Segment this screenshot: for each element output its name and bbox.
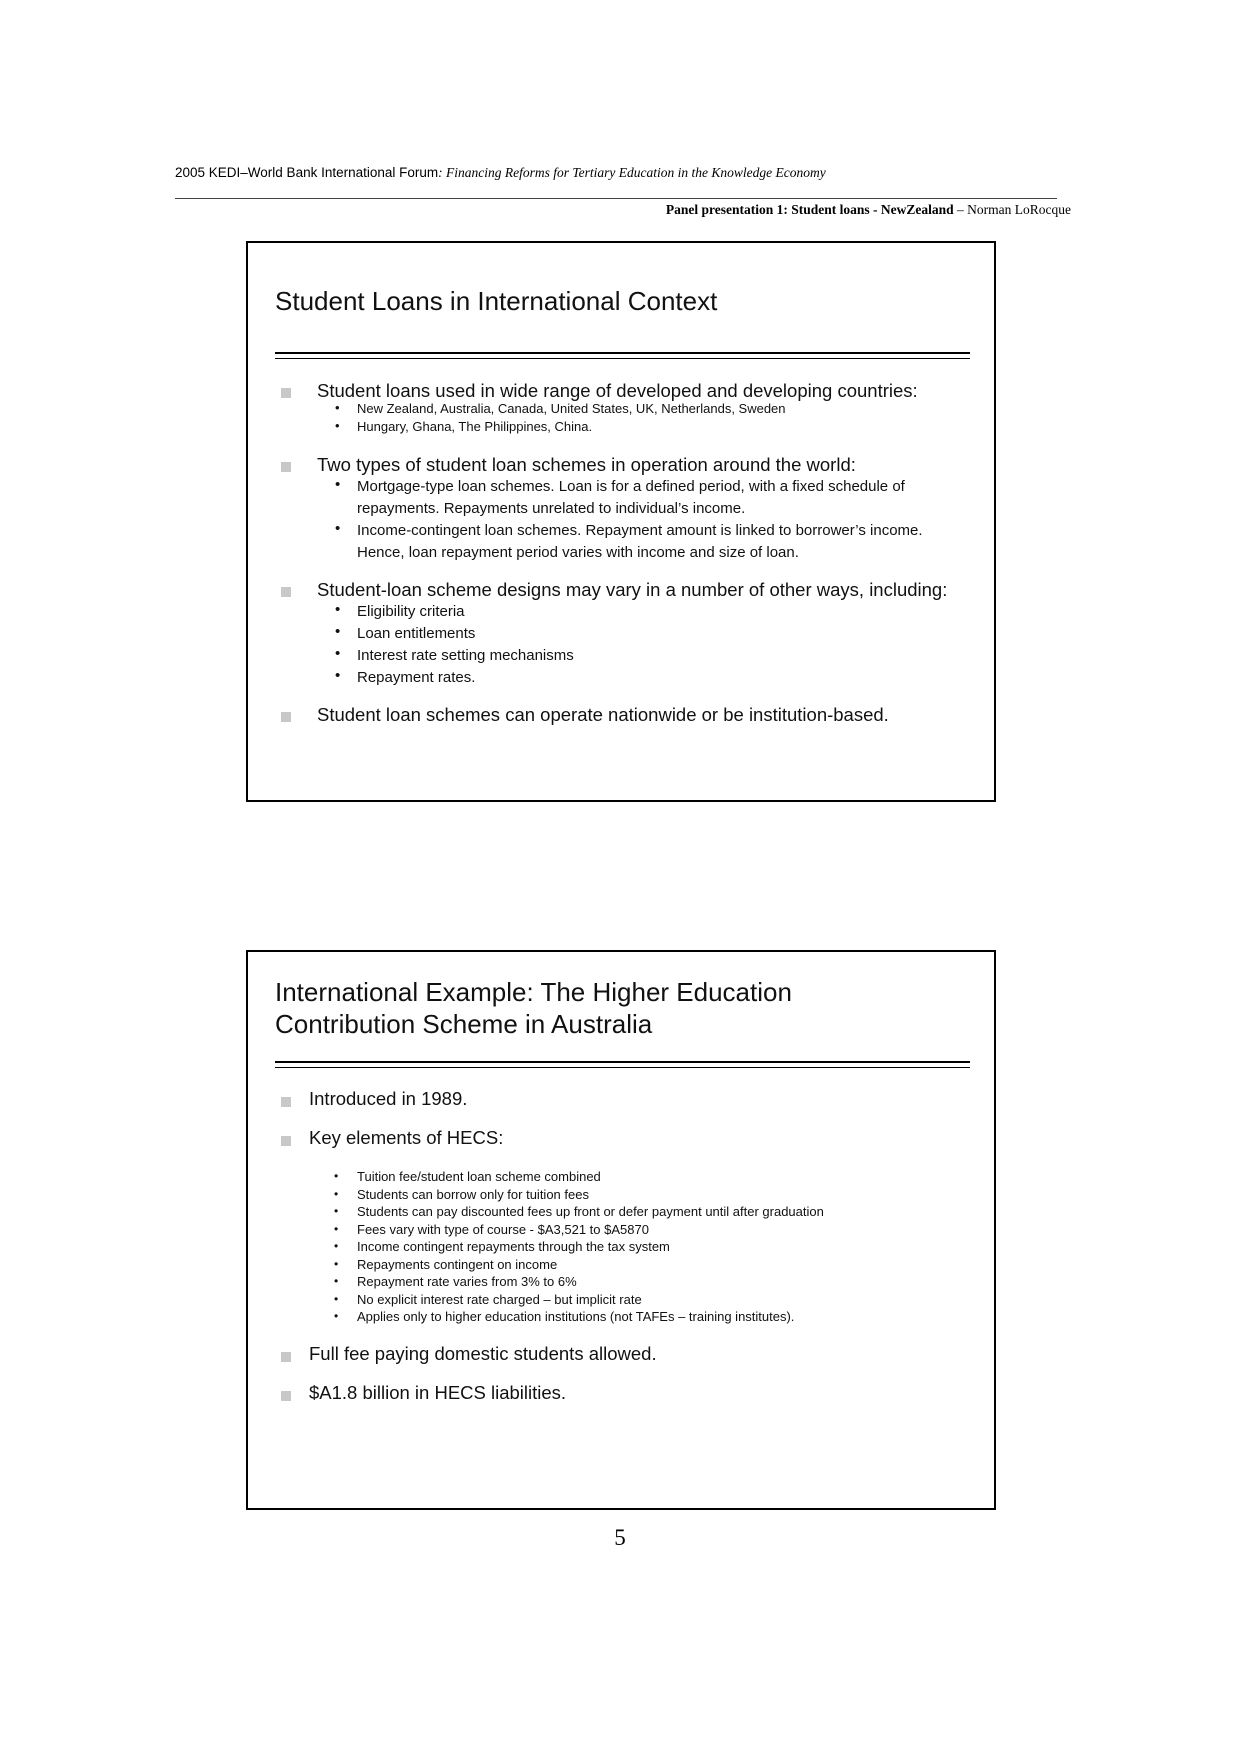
dot-bullet-icon: • <box>335 623 341 640</box>
dot-bullet-icon: • <box>334 1221 339 1236</box>
dot-bullet-icon: • <box>335 667 341 684</box>
sub-bullet-text: Tuition fee/student loan scheme combined <box>357 1169 601 1184</box>
slide-student-loans-international <box>246 241 996 802</box>
square-bullet-icon <box>281 712 291 722</box>
sub-bullet-text: Students can pay discounted fees up front or defer payment until after graduation <box>357 1204 824 1219</box>
dot-bullet-icon: • <box>335 645 341 662</box>
bullet-text: Student loans used in wide range of developed and developing countries: <box>317 380 918 401</box>
header-divider <box>175 198 1057 199</box>
dot-bullet-icon: • <box>334 1274 339 1288</box>
sub-bullet-text: Hungary, Ghana, The Philippines, China. <box>357 419 593 434</box>
sub-bullet-text: Mortgage-type loan schemes. Loan is for a defined period, with a fixed schedule of repayments. Repayments unrelated to individual’s income. <box>357 478 905 517</box>
dot-bullet-icon: • <box>334 1186 339 1201</box>
square-bullet-icon <box>281 1097 291 1107</box>
title-rule-thick <box>275 352 970 354</box>
bullet-text: Introduced in 1989. <box>309 1088 468 1109</box>
dot-bullet-icon: • <box>334 1309 339 1323</box>
bullet-text: Key elements of HECS: <box>309 1127 504 1148</box>
page-number: 5 <box>614 1525 626 1550</box>
square-bullet-icon <box>281 462 291 472</box>
dot-bullet-icon: • <box>335 400 340 415</box>
square-bullet-icon <box>281 587 291 597</box>
sub-bullet-text: Repayments contingent on income <box>357 1256 558 1272</box>
slide-title-line-2: Contribution Scheme in Australia <box>275 1009 653 1039</box>
sub-bullet-text: Income-contingent loan schemes. Repayment amount is linked to borrower’s income. Hence, loan repayment period varies with income and size of loan. <box>357 522 923 561</box>
slide-title-line-1: International Example: The Higher Education <box>275 977 792 1007</box>
sub-bullet-text: Students can borrow only for tuition fees <box>357 1186 589 1202</box>
sub-bullet-text: Interest rate setting mechanisms <box>357 647 574 664</box>
panel-label: Panel presentation 1: Student loans - NewZealand <box>665 202 954 217</box>
dot-bullet-icon: • <box>335 418 340 433</box>
sub-bullet-text: Repayment rate varies from 3% to 6% <box>357 1274 577 1289</box>
title-rule-thick <box>275 1061 970 1063</box>
dot-bullet-icon: • <box>334 1256 339 1271</box>
square-bullet-icon <box>281 1391 291 1401</box>
title-rule-thin <box>275 358 970 359</box>
dot-bullet-icon: • <box>334 1291 339 1306</box>
bullet-text: $A1.8 billion in HECS liabilities. <box>309 1382 567 1403</box>
sub-bullet-text: No explicit interest rate charged – but implicit rate <box>357 1291 642 1307</box>
sub-bullet-text: Repayment rates. <box>357 669 476 686</box>
bullet-text: Student loan schemes can operate nationwide or be institution-based. <box>317 704 889 725</box>
forum-label: 2005 KEDI–World Bank International Forum <box>175 165 439 180</box>
dot-bullet-icon: • <box>335 520 341 537</box>
square-bullet-icon <box>281 1352 291 1362</box>
dot-bullet-icon: • <box>335 601 341 618</box>
dot-bullet-icon: • <box>334 1169 339 1183</box>
slide-hecs-australia <box>246 950 996 1510</box>
dot-bullet-icon: • <box>335 476 341 493</box>
dot-bullet-icon: • <box>334 1239 339 1253</box>
forum-subtitle: : Financing Reforms for Tertiary Education in the Knowledge Economy <box>438 165 826 180</box>
title-rule-thin <box>275 1067 970 1068</box>
square-bullet-icon <box>281 1136 291 1146</box>
sub-bullet-text: New Zealand, Australia, Canada, United States, UK, Netherlands, Sweden <box>357 401 786 416</box>
panel-author: – Norman LoRocque <box>953 202 1071 217</box>
slide-title: Student Loans in International Context <box>275 286 718 316</box>
running-header-forum <box>175 165 826 181</box>
sub-bullet-text: Loan entitlements <box>357 625 476 642</box>
sub-bullet-text: Applies only to higher education institutions (not TAFEs – training institutes). <box>357 1309 795 1324</box>
dot-bullet-icon: • <box>334 1204 339 1218</box>
sub-bullet-text: Income contingent repayments through the tax system <box>357 1239 670 1254</box>
bullet-text: Two types of student loan schemes in operation around the world: <box>317 454 856 475</box>
running-header-panel <box>666 202 1071 218</box>
bullet-text: Student-loan scheme designs may vary in a number of other ways, including: <box>317 579 948 600</box>
sub-bullet-text: Fees vary with type of course - $A3,521 to $A5870 <box>357 1221 649 1237</box>
sub-bullet-text: Eligibility criteria <box>357 603 465 620</box>
bullet-text: Full fee paying domestic students allowed. <box>309 1343 657 1364</box>
square-bullet-icon <box>281 388 291 398</box>
